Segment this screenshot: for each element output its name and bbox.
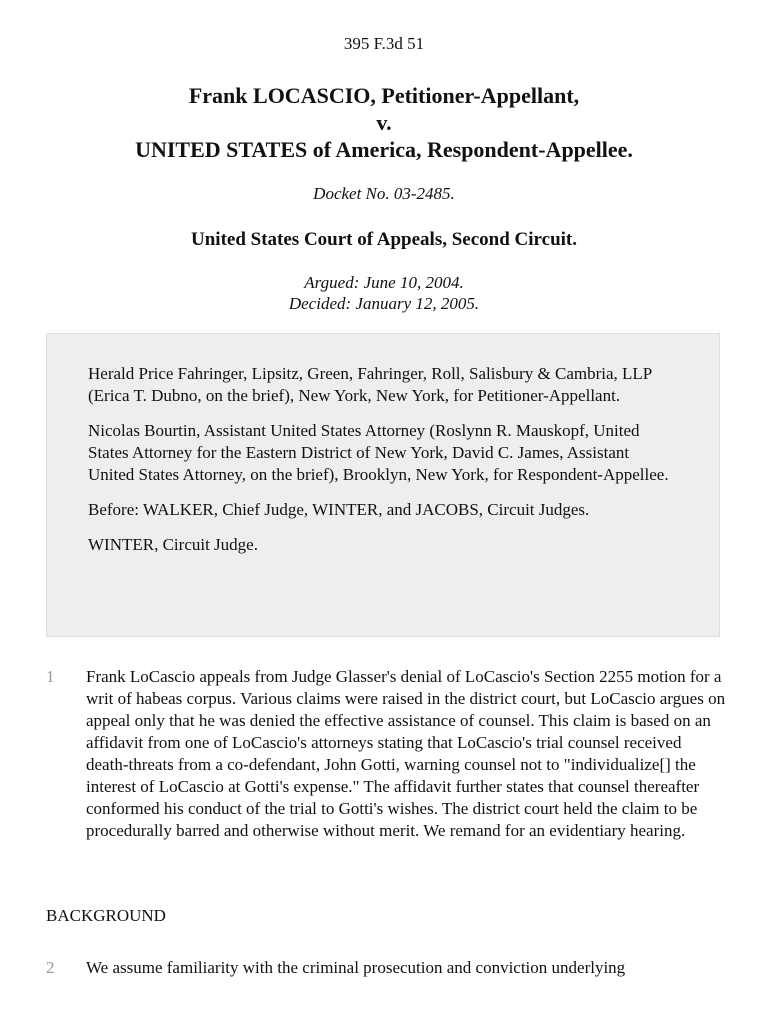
case-citation: 395 F.3d 51 [343,34,425,53]
case-title-petitioner: Frank LOCASCIO, Petitioner-Appellant, [188,83,580,108]
section-heading-background: BACKGROUND [46,906,166,925]
panel-judges: Before: WALKER, Chief Judge, WINTER, and JACOBS, Circuit Judges. [88,500,590,519]
case-title-respondent: UNITED STATES of America, Respondent-Appellee. [135,137,633,162]
counsel-respondent: Nicolas Bourtin, Assistant United States Attorney (Roslynn R. Mauskopf, United States Attorney for the Eastern District of New York, David C. James, Assistant United States Attorney, on the brief), Brooklyn, New York, for Respondent-Appellee. [88,421,669,484]
counsel-box [46,333,720,637]
paragraph-text: Frank LoCascio appeals from Judge Glasser's denial of LoCascio's Section 2255 motion for a writ of habeas corpus. Various claims were raised in the district court, but LoCascio argues on appeal only that he was denied the effective assistance of counsel. This claim is based on an affidavit from one of LoCascio's attorneys stating that LoCascio's trial counsel received death-threats from a co-defendant, John Gotti, warning counsel not to "individualize[] the interest of LoCascio at Gotti's expense." The affidavit further states that counsel thereafter conformed his conduct of the trial to Gotti's wishes. The district court held the claim to be procedurally barred and otherwise without merit. We remand for an evidentiary hearing. [86,667,726,840]
court-name: United States Court of Appeals, Second Circuit. [191,229,577,250]
opinion-author: WINTER, Circuit Judge. [88,535,258,554]
paragraph-text: We assume familiarity with the criminal prosecution and conviction underlying [86,958,626,977]
case-dates [0,272,768,314]
paragraph-number: 2 [46,958,55,977]
case-title-versus: v. [376,110,392,135]
paragraph-1 [46,666,726,842]
counsel-petitioner: Herald Price Fahringer, Lipsitz, Green, Fahringer, Roll, Salisbury & Cambria, LLP (Erica T. Dubno, on the brief), New York, New York, for Petitioner-Appellant. [88,364,652,405]
decided-date: Decided: January 12, 2005. [288,294,480,313]
case-title [0,82,768,163]
argued-date: Argued: June 10, 2004. [304,273,464,292]
paragraph-2 [46,957,726,979]
paragraph-number: 1 [46,667,55,686]
docket-number: Docket No. 03-2485. [313,184,455,203]
